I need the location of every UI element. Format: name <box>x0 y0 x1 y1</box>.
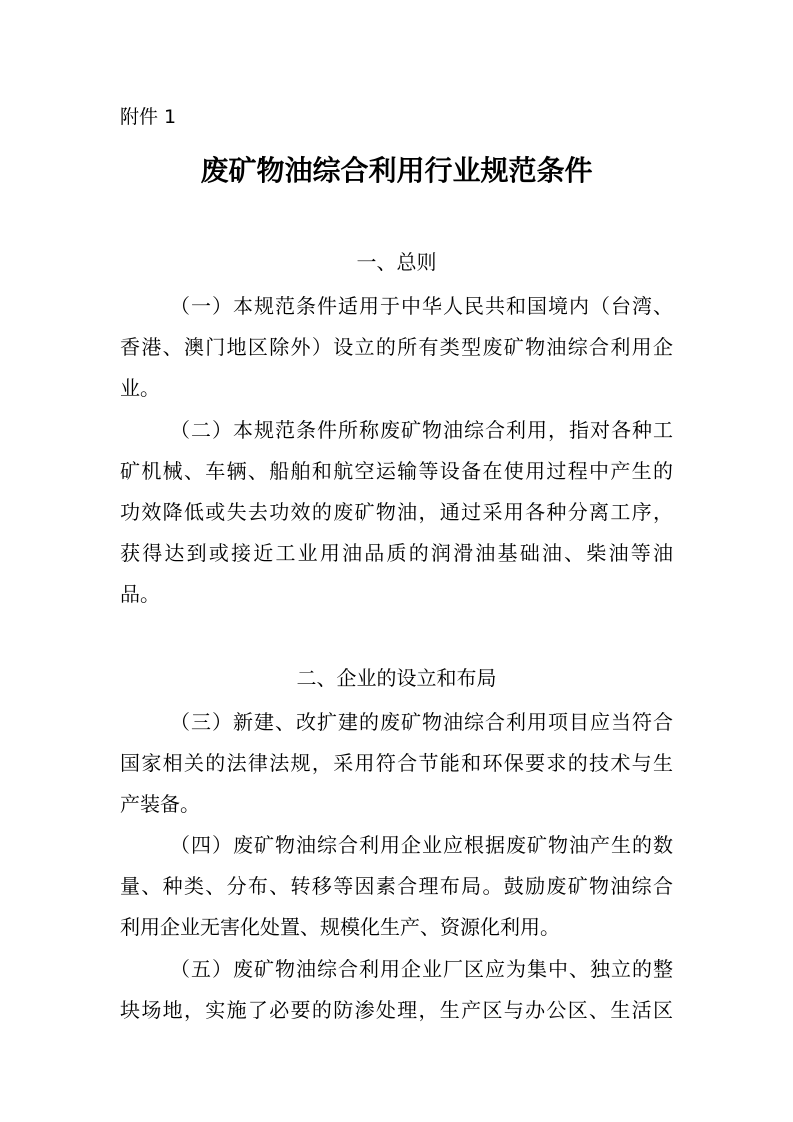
paragraph-line: （二）本规范条件所称废矿物油综合利用，指对各种工 <box>170 418 673 442</box>
paragraph-line: 量、种类、分布、转移等因素合理布局。鼓励废矿物油综合 <box>120 874 673 898</box>
paragraph-line: 产装备。 <box>120 792 200 816</box>
paragraph-line: 利用企业无害化处置、规模化生产、资源化利用。 <box>120 915 560 939</box>
paragraph-line: 香港、澳门地区除外）设立的所有类型废矿物油综合利用企 <box>120 335 673 359</box>
paragraph-line: （五）废矿物油综合利用企业厂区应为集中、独立的整 <box>170 957 673 981</box>
paragraph-line: 业。 <box>120 376 160 400</box>
paragraph-line: （四）废矿物油综合利用企业应根据废矿物油产生的数 <box>170 833 673 857</box>
paragraph-line: （三）新建、改扩建的废矿物油综合利用项目应当符合 <box>170 710 673 734</box>
paragraph-line: 功效降低或失去功效的废矿物油，通过采用各种分离工序， <box>120 500 673 524</box>
attachment-label: 附件 1 <box>120 106 177 128</box>
paragraph-line: 块场地，实施了必要的防渗处理，生产区与办公区、生活区 <box>120 998 673 1022</box>
paragraph-line: 国家相关的法律法规，采用符合节能和环保要求的技术与生 <box>120 751 673 775</box>
paragraph-line: （一）本规范条件适用于中华人民共和国境内（台湾、 <box>170 294 673 318</box>
section-heading-general: 一、总则 <box>356 250 437 274</box>
document-title: 废矿物油综合利用行业规范条件 <box>200 154 593 187</box>
paragraph-line: 矿机械、车辆、船舶和航空运输等设备在使用过程中产生的 <box>120 459 673 483</box>
paragraph-line: 获得达到或接近工业用油品质的润滑油基础油、柴油等油 <box>120 541 673 565</box>
paragraph-line: 品。 <box>120 582 160 606</box>
section-heading-setup-layout: 二、企业的设立和布局 <box>296 666 497 690</box>
